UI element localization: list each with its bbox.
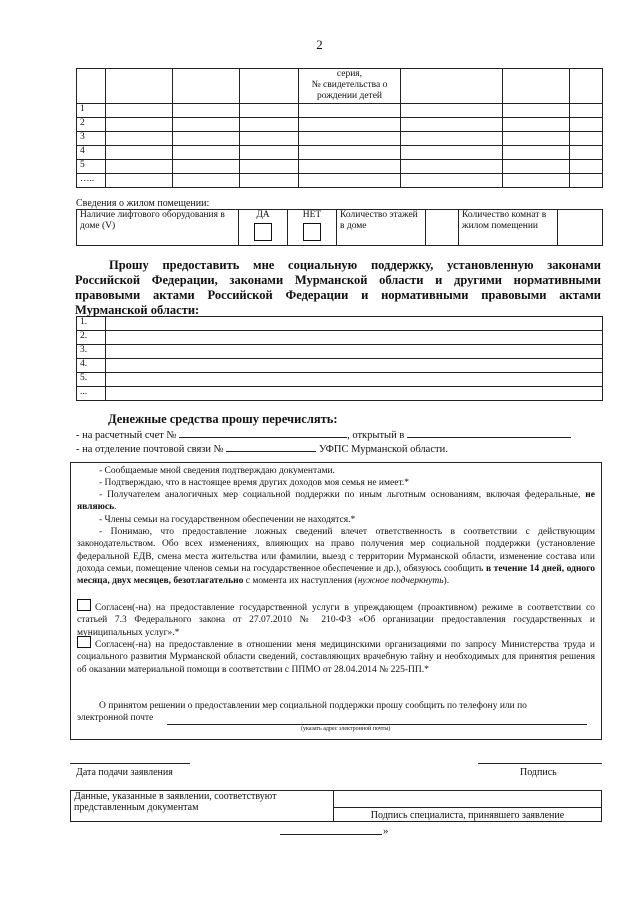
- support-row-number: 4.: [77, 359, 106, 373]
- decl-documents: - Сообщаемые мной сведения подтверждаю документами.: [99, 466, 335, 476]
- housing-table: [76, 209, 603, 246]
- verification-table: [70, 790, 602, 822]
- row-number: 5: [77, 160, 106, 174]
- post-suffix: УФПС Мурманской области.: [318, 444, 448, 455]
- yes-label: ДА: [256, 210, 270, 220]
- specialist-label: Подпись специалиста, принявшего заявление: [334, 807, 601, 821]
- children-table: [76, 68, 603, 188]
- row-number: 4: [77, 146, 106, 160]
- medical-checkbox[interactable]: [77, 636, 91, 648]
- account-prefix: - на расчетный счет №: [76, 430, 177, 441]
- yes-checkbox[interactable]: [254, 223, 272, 241]
- no-label: НЕТ: [302, 210, 322, 220]
- signature-field[interactable]: [478, 763, 602, 764]
- account-opened: , открытый в: [347, 430, 405, 441]
- closing-quote: »: [383, 825, 389, 837]
- floors-label: Количество этажей в доме: [337, 210, 426, 246]
- money-title: Денежные средства прошу перечислять:: [108, 412, 338, 426]
- page-number: 2: [316, 37, 323, 52]
- row-number: 2: [77, 118, 106, 132]
- account-line: [76, 427, 571, 441]
- signature-label: Подпись: [520, 767, 557, 778]
- support-row-number: 2.: [77, 331, 106, 345]
- decl-income: - Подтверждаю, что в настоящее время других доходов моя семья не имеет.*: [99, 478, 410, 488]
- email-hint: (указать адрес электронной почты): [301, 726, 391, 732]
- decl-responsibility: - Понимаю, что предоставление ложных сведений влечет ответственность в соответствии с действующим законодательством. Обо всех изменениях, влияющих на право получения мер социальной поддержки (установление федеральной ЕДВ, смена места жительства или фамилии, выезд с территории Мурманской области, изменение состава или дохода семьи, помещение членов семьи на государственное обеспечение и др.), обязуюсь сообщить в течение 14 дней, одного месяца, двух месяцев, безотлагательно с момента их наступления (нужное подчеркнуть).: [77, 527, 595, 587]
- support-row-number: ...: [77, 387, 106, 401]
- housing-title: Сведения о жилом помещении:: [76, 198, 210, 209]
- closing-date-field[interactable]: [280, 834, 382, 835]
- account-number-field[interactable]: [179, 427, 347, 438]
- row-number: 3: [77, 132, 106, 146]
- decl-proactive: Согласен(-на) на предоставление государственной услуги в упреждающем (проактивном) режиме в соответствии со статьей 7.3 Федерального закона от 27.07.2010 № 210-ФЗ «Об организации предоставления государственных и муниципальных услуг».*: [77, 599, 595, 639]
- row-number: 1: [77, 104, 106, 118]
- lift-label: Наличие лифтового оборудования в доме (V): [77, 210, 239, 246]
- decl-recipient: - Получателем аналогичных мер социальной поддержки по иным льготным основаниям, включая федеральные, не являюсь.: [77, 490, 595, 513]
- post-office-field[interactable]: [226, 441, 316, 452]
- support-table: [76, 316, 603, 401]
- header-certificate: серия, № свидетельства о рождении детей: [299, 69, 401, 104]
- post-line: [76, 441, 448, 455]
- verify-text: Данные, указанные в заявлении, соответствуют представленным документам: [71, 791, 334, 822]
- request-text: Прошу предоставить мне социальную поддержку, установленную законами Российской Федерации, законами Мурманской области и другими нормативными правовыми актами Российской Федерации и нормативными правовыми актами Мурманской области:: [75, 258, 601, 317]
- row-number: …..: [77, 174, 106, 188]
- email-label: электронной почте: [77, 713, 154, 723]
- support-row-number: 1.: [77, 317, 106, 331]
- no-checkbox[interactable]: [303, 223, 321, 241]
- support-row-number: 5.: [77, 373, 106, 387]
- support-row-number: 3.: [77, 345, 106, 359]
- date-field[interactable]: [70, 763, 190, 764]
- email-field[interactable]: [167, 724, 587, 725]
- date-label: Дата подачи заявления: [76, 767, 173, 778]
- decl-family: - Члены семьи на государственном обеспечении не находятся.*: [99, 515, 356, 525]
- decl-notify: О принятом решении о предоставлении мер социальной поддержки прошу сообщить по телефону или по: [99, 701, 527, 711]
- bank-field[interactable]: [407, 427, 571, 438]
- proactive-checkbox[interactable]: [77, 599, 91, 611]
- declarations-box: [70, 462, 602, 740]
- rooms-label: Количество комнат в жилом помещении: [459, 210, 558, 246]
- post-prefix: - на отделение почтовой связи №: [76, 444, 224, 455]
- decl-medical: Согласен(-на) на предоставление в отношении меня медицинскими организациями по запросу Министерства труда и социального развития Мурманской области сведений, составляющих врачебную тайну и необходимых для принятия решения об оказании материальной помощи в соответствии с ППМО от 28.04.2014 № 225-ПП.*: [77, 636, 595, 676]
